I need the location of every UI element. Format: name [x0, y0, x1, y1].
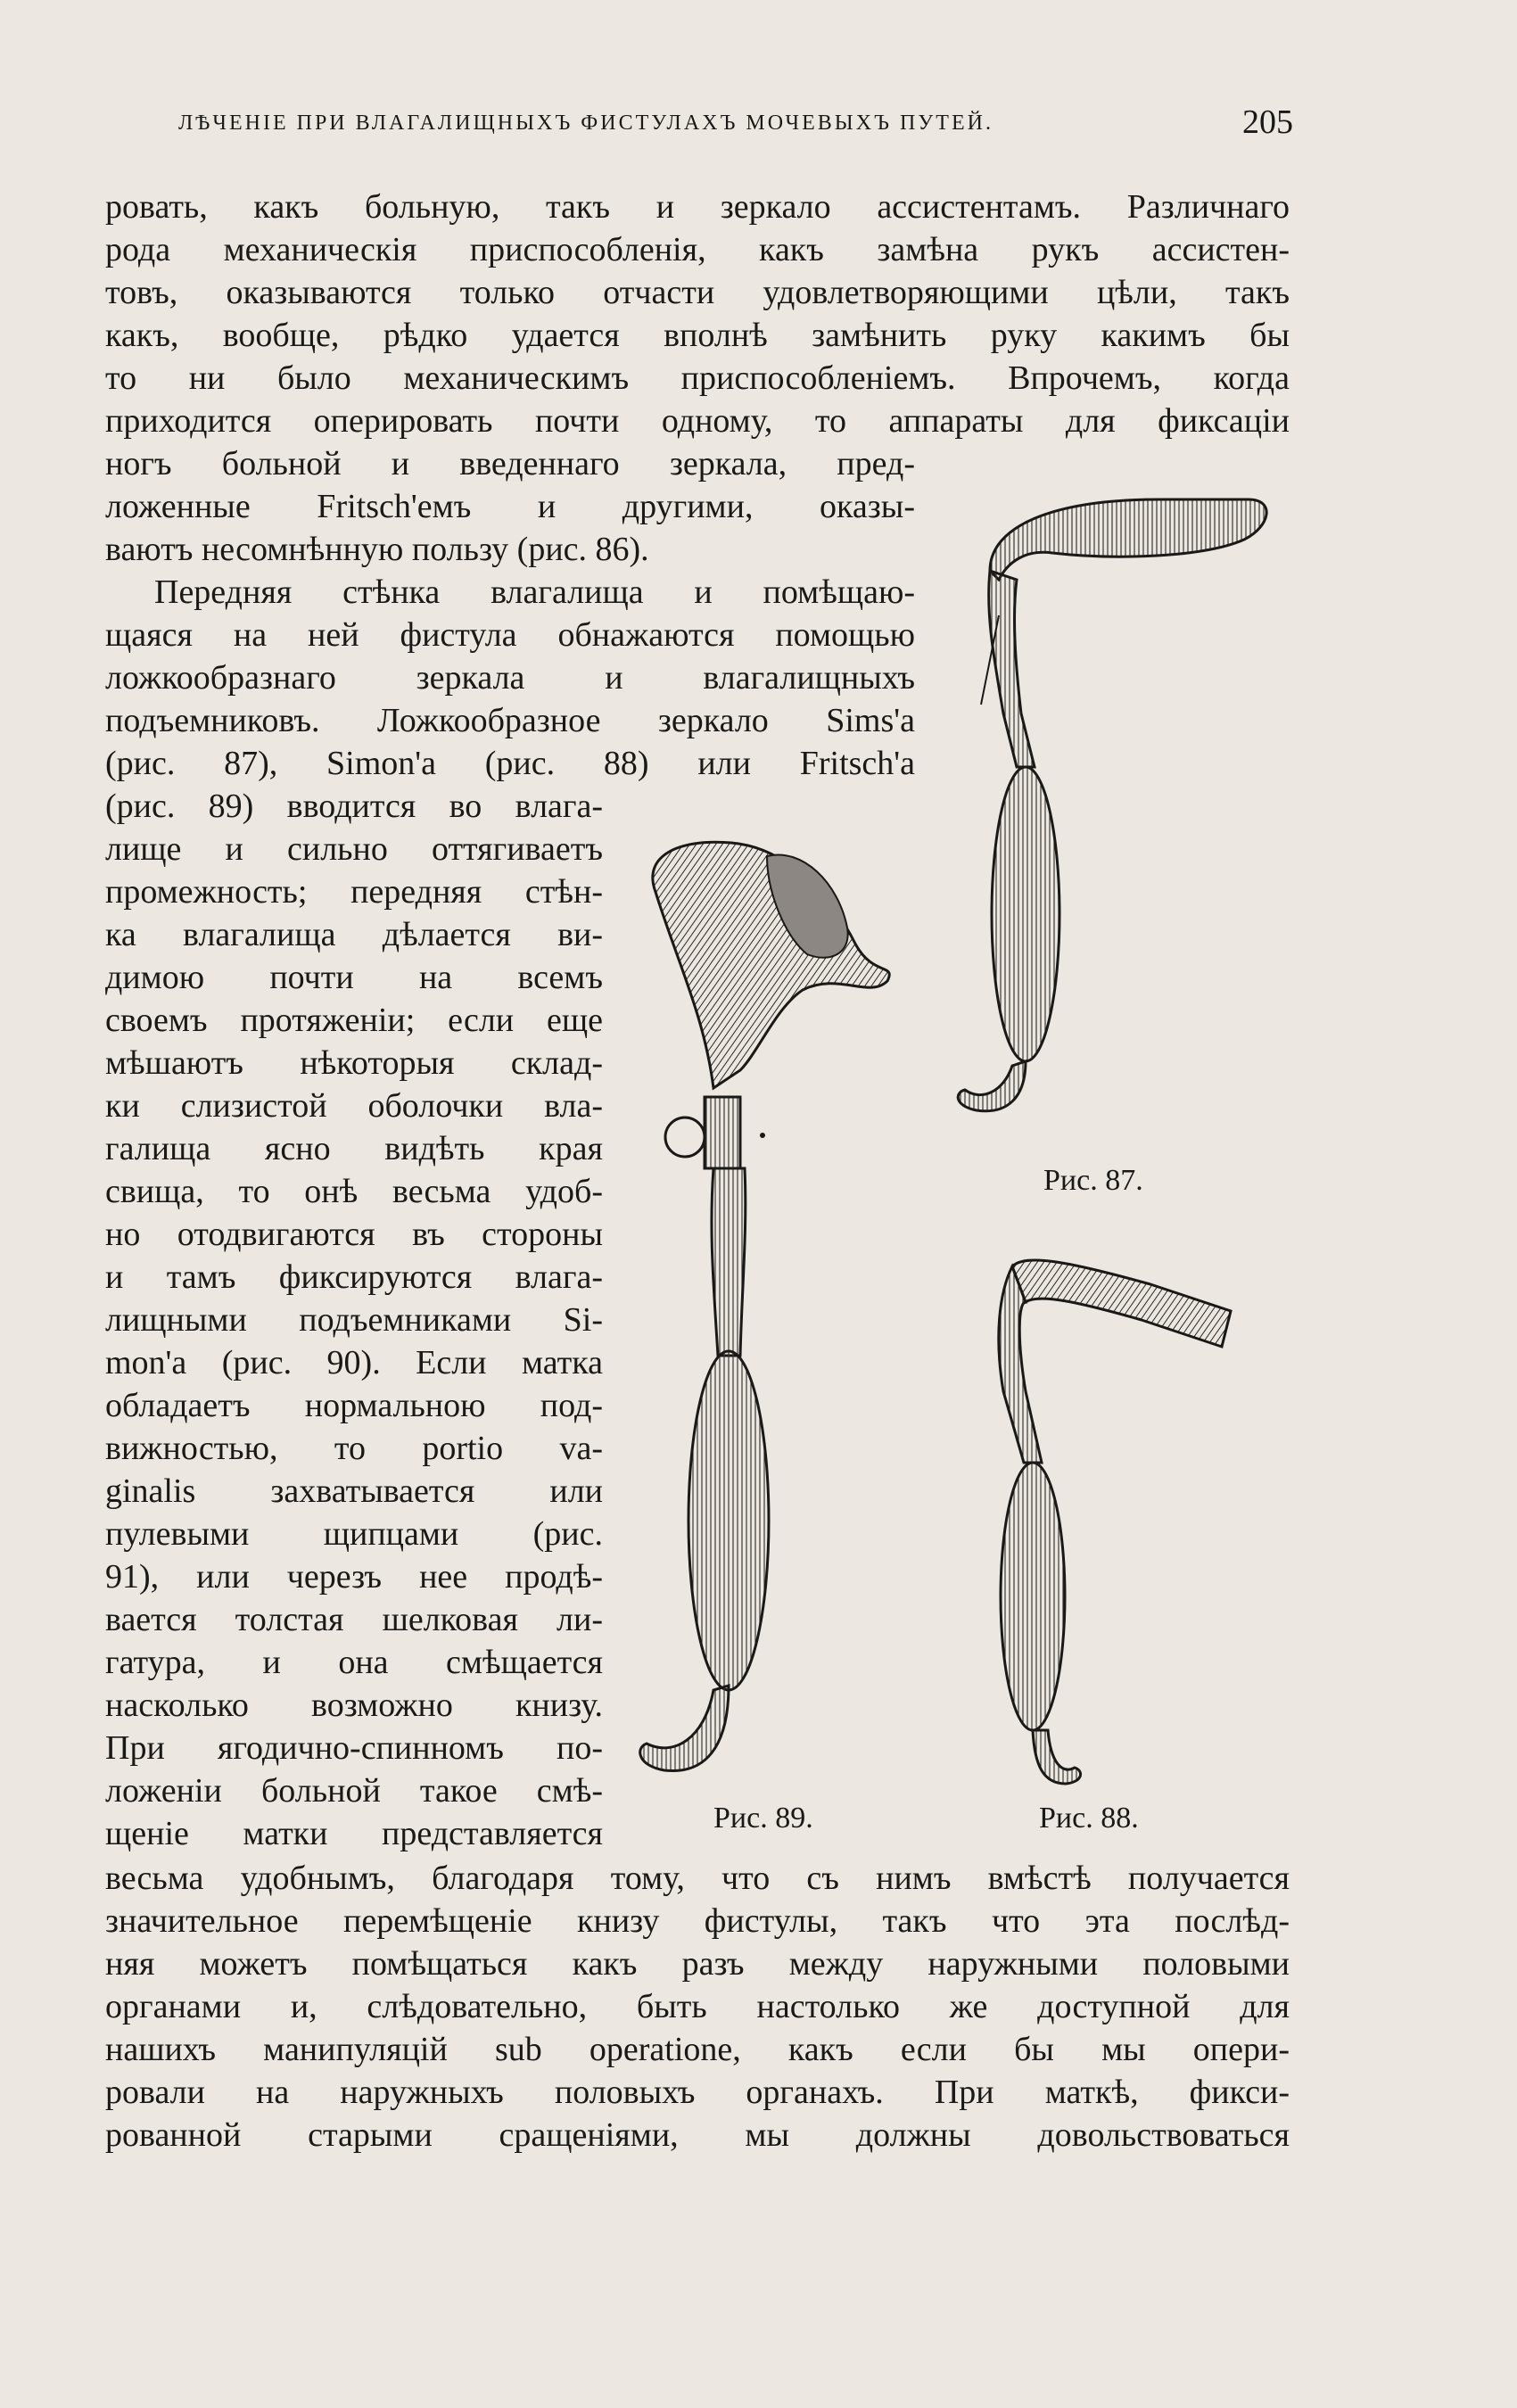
text-line: пулевыми щипцами (рис. [105, 1515, 603, 1553]
text-line: ногъ больной и введеннаго зеркала, пред- [105, 445, 915, 482]
text-line: При ягодично-спинномъ по- [105, 1729, 603, 1767]
figure-caption-87: Рис. 87. [1043, 1164, 1143, 1197]
text-line: няя можетъ помѣщаться какъ разъ между наружными половыми [105, 1945, 1290, 1983]
text-line: товъ, оказываются только отчасти удовлетворяющими цѣли, такъ [105, 274, 1290, 311]
text-line: свища, то онѣ весьма удоб- [105, 1173, 603, 1210]
text-line: (рис. 87), Simon'а (рис. 88) или Fritsch'а [105, 745, 915, 782]
text-line: рованной старыми сращеніями, мы должны довольствоваться [105, 2116, 1290, 2154]
text-line: вижностью, то portio va- [105, 1430, 603, 1467]
text-line: (рис. 89) вводится во влага- [105, 788, 603, 825]
text-line: щаяся на ней фистула обнажаются помощью [105, 616, 915, 654]
fritsch-speculum-icon [640, 842, 890, 1770]
text-line: своемъ протяженіи; если еще [105, 1002, 603, 1039]
text-line: ровали на наружныхъ половыхъ органахъ. При маткѣ, фикси- [105, 2074, 1290, 2111]
text-line: приходится оперировать почти одному, то аппараты для фиксаціи [105, 402, 1290, 440]
text-line: ваютъ несомнѣнную пользу (рис. 86). [105, 531, 649, 568]
simon-speculum-icon [999, 1260, 1231, 1784]
text-line: обладаетъ нормальною под- [105, 1387, 603, 1424]
text-line: нашихъ манипуляцій sub operatione, какъ если бы мы опери- [105, 2031, 1290, 2068]
page-number: 205 [1242, 103, 1293, 141]
text-line: весьма удобнымъ, благодаря тому, что съ нимъ вмѣстѣ получается [105, 1860, 1290, 1897]
figure-caption-89: Рис. 89. [713, 1802, 813, 1835]
text-line: лищными подъемниками Si- [105, 1301, 603, 1339]
text-line: гатура, и она смѣщается [105, 1644, 603, 1681]
text-line: рода механическія приспособленія, какъ замѣна рукъ ассистен- [105, 231, 1290, 268]
text-line: лище и сильно оттягиваетъ [105, 830, 603, 868]
text-line: щеніе матки представляется [105, 1815, 603, 1852]
text-line: димою почти на всемъ [105, 959, 603, 996]
text-line: ложкообразнаго зеркала и влагалищныхъ [105, 659, 915, 697]
text-line: насколько возможно книзу. [105, 1686, 603, 1724]
sims-speculum-icon [958, 499, 1266, 1111]
text-line: ложеніи больной такое смѣ- [105, 1772, 603, 1810]
running-title: ЛѢЧЕНІЕ ПРИ ВЛАГАЛИЩНЫХЪ ФИСТУЛАХЪ МОЧЕВЫХЪ ПУТЕЙ. [178, 111, 993, 135]
text-line: галища ясно видѣть края [105, 1130, 603, 1167]
text-line: органами и, слѣдовательно, быть настолько же доступной для [105, 1988, 1290, 2025]
text-line: промежность; передняя стѣн- [105, 873, 603, 911]
text-line: вается толстая шелковая ли- [105, 1601, 603, 1638]
text-line: и тамъ фиксируются влага- [105, 1258, 603, 1296]
text-line: какъ, вообще, рѣдко удается вполнѣ замѣнить руку какимъ бы [105, 317, 1290, 354]
text-line: 91), или черезъ нее продѣ- [105, 1558, 603, 1596]
text-line: ка влагалища дѣлается ви- [105, 916, 603, 953]
text-line: то ни было механическимъ приспособленіемъ. Впрочемъ, когда [105, 359, 1290, 397]
text-line: значительное перемѣщеніе книзу фистулы, такъ что эта послѣд- [105, 1902, 1290, 1940]
figure-caption-88: Рис. 88. [1039, 1802, 1139, 1835]
text-line: ки слизистой оболочки вла- [105, 1087, 603, 1125]
text-line: ginalis захватывается или [105, 1472, 603, 1510]
text-line: Передняя стѣнка влагалища и помѣщаю- [154, 573, 915, 611]
text-line: подъемниковъ. Ложкообразное зеркало Sims'а [105, 702, 915, 739]
text-line: но отодвигаются въ стороны [105, 1216, 603, 1253]
text-line: ровать, какъ больную, такъ и зеркало ассистентамъ. Различнаго [105, 188, 1290, 226]
text-line: ложенные Fritsch'емъ и другими, оказы- [105, 488, 915, 525]
text-line: мѣшаютъ нѣкоторыя склад- [105, 1044, 603, 1082]
text-line: mon'а (рис. 90). Если матка [105, 1344, 603, 1381]
